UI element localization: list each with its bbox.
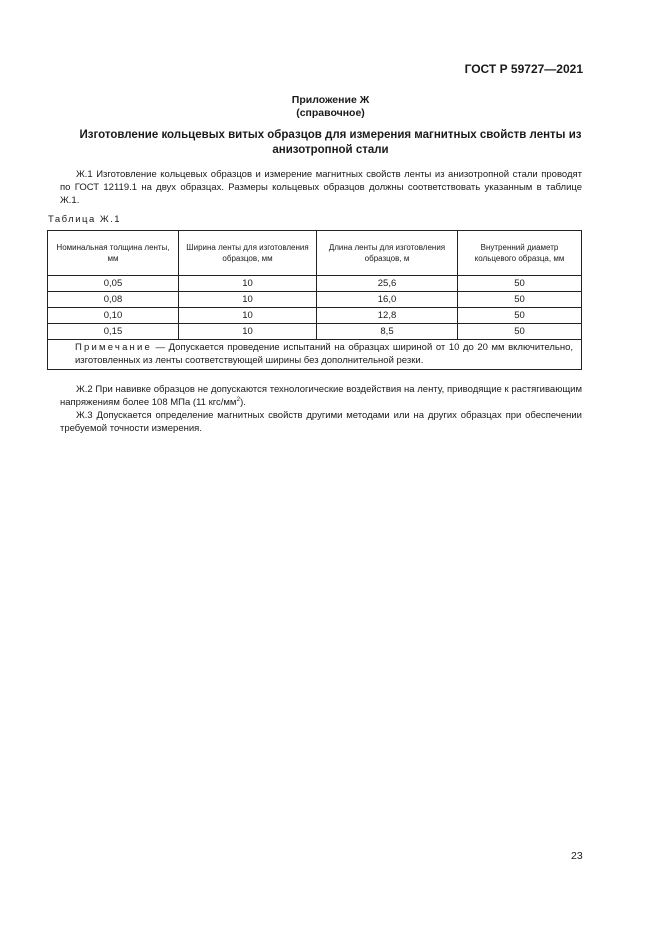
table-cell: 16,0 <box>317 292 458 308</box>
table-note-label: Примечание <box>75 342 152 353</box>
paragraph-zh3 <box>60 409 582 435</box>
column-header-length: Длина ленты для изготовления образцов, м <box>317 231 458 276</box>
table-cell: 10 <box>179 308 317 324</box>
column-header-diameter: Внутренний диаметр кольцевого образца, мм <box>458 231 582 276</box>
appendix-kind: (справочное) <box>296 107 365 119</box>
paragraph-zh2 <box>60 383 582 409</box>
table-cell: 0,10 <box>48 308 179 324</box>
dimensions-table <box>47 230 582 370</box>
table-row <box>48 308 582 324</box>
table-note-text: — Допускается проведение испытаний на образцах шириной от 10 до 20 мм включительно, изготовленных из ленты соответствующей ширины без дополнительной резки. <box>75 342 573 366</box>
title-line-1: Изготовление кольцевых витых образцов для измерения магнитных свойств ленты из <box>79 129 582 141</box>
paragraph-zh1-text: Ж.1 Изготовление кольцевых образцов и измерение магнитных свойств ленты из анизотропной стали проводят по ГОСТ 12119.1 на двух образцах. Размеры кольцевых образцов должны соответствовать указанным в таблице Ж.1. <box>60 169 582 207</box>
paragraph-zh1 <box>60 168 582 208</box>
paragraph-zh2-text: Ж.2 При навивке образцов не допускаются технологические воздействия на ленту, приводящие к растягивающим напряжениям более 108 МПа (11 кгс/мм <box>60 384 582 409</box>
table-cell: 10 <box>179 292 317 308</box>
table-cell: 8,5 <box>317 324 458 340</box>
table-header-row <box>48 231 582 276</box>
paragraph-zh2-tail: ). <box>240 397 246 409</box>
table-cell: 0,08 <box>48 292 179 308</box>
table-note <box>48 340 582 370</box>
table-cell: 50 <box>458 324 582 340</box>
table-cell: 50 <box>458 308 582 324</box>
table-row <box>48 276 582 292</box>
table-cell: 12,8 <box>317 308 458 324</box>
table-caption: Таблица Ж.1 <box>48 214 122 225</box>
table-row <box>48 324 582 340</box>
table-cell: 25,6 <box>317 276 458 292</box>
title-line-2: анизотропной стали <box>272 143 389 156</box>
table-cell: 10 <box>179 324 317 340</box>
page-title <box>60 128 601 157</box>
appendix-heading <box>0 94 661 120</box>
table-row <box>48 292 582 308</box>
table-cell: 0,15 <box>48 324 179 340</box>
table-cell: 50 <box>458 292 582 308</box>
standard-code: ГОСТ Р 59727—2021 <box>464 62 583 76</box>
column-header-thickness: Номинальная толщина ленты, мм <box>48 231 179 276</box>
table-note-row <box>48 340 582 370</box>
page-number: 23 <box>571 850 583 862</box>
column-header-width: Ширина ленты для изготовления образцов, мм <box>179 231 317 276</box>
table-cell: 10 <box>179 276 317 292</box>
superscript-exponent: 2 <box>236 396 241 404</box>
paragraph-zh3-text: Ж.3 Допускается определение магнитных свойств другими методами или на других образцах при обеспечении требуемой точности измерения. <box>60 410 582 435</box>
table-cell: 0,05 <box>48 276 179 292</box>
appendix-label: Приложение Ж <box>291 94 370 106</box>
table-cell: 50 <box>458 276 582 292</box>
